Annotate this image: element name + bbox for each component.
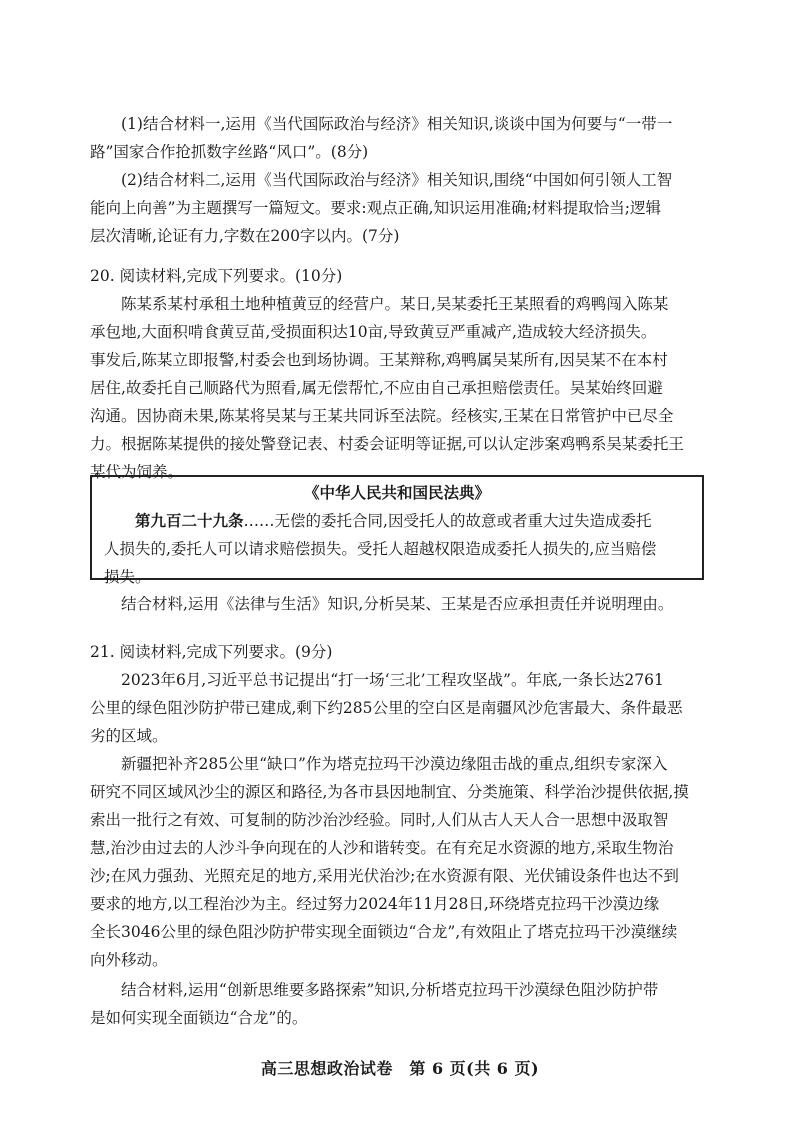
text-line: 沙;在风力强劲、光照充足的地方,采用光伏治沙;在水资源有限、光伏铺设条件也达不到 (90, 867, 679, 885)
text-line: 新疆把补齐285公里“缺口”作为塔克拉玛干沙漠边缘阻击战的重点,组织专家深入 (121, 755, 668, 773)
task-line: 结合材料,运用《法律与生活》知识,分析吴某、王某是否应承担责任并说明理由。 (121, 595, 674, 613)
text-line: 全长3046公里的绿色阻沙防护带实现全面锁边“合龙”,有效阻止了塔克拉玛干沙漠继续 (90, 923, 678, 941)
text-line: 事发后,陈某立即报警,村委会也到场协调。王某辩称,鸡鸭属吴某所有,因吴某不在本村 (90, 351, 668, 369)
text-line: 索出一批行之有效、可复制的防沙治沙经验。同时,人们从古人天人合一思想中汲取智 (90, 811, 669, 829)
text-line: 沟通。因协商未果,陈某将吴某与王某共同诉至法院。经核实,王某在日常管护中已尽全 (90, 407, 674, 425)
text-line: 要求的地方,以工程治沙为主。经过努力2024年11月28日,环绕塔克拉玛干沙漠边缘 (90, 895, 660, 913)
law-title: 《中华人民共和国民法典》 (303, 483, 490, 502)
text-line: 向外移动。 (90, 951, 168, 969)
text-line: 承包地,大面积啃食黄豆苗,受损面积达10亩,导致黄豆严重减产,造成较大经济损失。 (90, 323, 657, 341)
q21-para2 (90, 750, 718, 974)
q21-para1 (90, 666, 718, 750)
text-line: 2023年6月,习近平总书记提出“打一场‘三北’工程攻坚战”。年底,一条长达2761 (121, 671, 664, 689)
text-line: 层次清晰,论证有力,字数在200字以内。(7分) (90, 227, 400, 245)
law-text-line: 损失。 (104, 568, 151, 586)
text-line: 慧,治沙由过去的人沙斗争向现在的人沙和谐转变。在有充足水资源的地方,采取生物治 (90, 839, 674, 857)
text-line: 居住,故委托自己顺路代为照看,属无偿帮忙,不应由自己承担赔偿责任。吴某始终回避 (90, 379, 663, 397)
text-line: 劣的区域。 (90, 727, 168, 745)
text-line: 公里的绿色阻沙防护带已建成,剩下约285公里的空白区是南疆风沙危害最大、条件最恶 (90, 699, 683, 717)
question-heading: 21. 阅读材料,完成下列要求。(9分) (90, 643, 333, 661)
text-line: 能向上向善”为主题撰写一篇短文。要求:观点正确,知识运用准确;材料提取恰当;逻辑 (90, 199, 662, 217)
law-text-line: 人损失的,委托人可以请求赔偿损失。受托人超越权限造成委托人损失的,应当赔偿 (104, 540, 657, 558)
task-line: 是如何实现全面锁边“合龙”的。 (90, 1009, 308, 1027)
task-line: 结合材料,运用“创新思维要多路探索”知识,分析塔克拉玛干沙漠绿色阻沙防护带 (121, 981, 659, 999)
text-line: 力。根据陈某提供的接处警登记表、村委会证明等证据,可以认定涉案鸡鸭系吴某委托王 (90, 435, 684, 453)
text-line: 研究不同区域风沙尘的源区和路径,为各市县因地制宜、分类施策、科学治沙提供依据,摸 (90, 783, 689, 801)
text-line: 某代为饲养。 (90, 463, 184, 481)
q21-heading (90, 638, 718, 666)
law-text: ……无偿的委托合同,因受托人的故意或者重大过失造成委托 (243, 512, 652, 530)
q20-task (90, 590, 718, 618)
civil-code-box (90, 475, 704, 586)
text-line: 路”国家合作抢抓数字丝路“风口”。(8分) (90, 143, 369, 161)
q19-part2 (90, 166, 718, 250)
q20-heading (90, 262, 718, 290)
text-line: (2)结合材料二,运用《当代国际政治与经济》相关知识,围绕“中国如何引领人工智 (121, 171, 673, 189)
q19-part1 (90, 110, 718, 166)
page-footer: 高三思想政治试卷 第 6 页(共 6 页) (260, 1059, 540, 1078)
law-article-number: 第九百二十九条 (135, 511, 244, 530)
q21-task (90, 976, 718, 1032)
question-heading: 20. 阅读材料,完成下列要求。(10分) (90, 267, 343, 285)
law-text-line (104, 507, 690, 535)
q20-material (90, 290, 718, 486)
text-line: (1)结合材料一,运用《当代国际政治与经济》相关知识,谈谈中国为何要与“一带一 (121, 115, 673, 133)
text-line: 陈某系某村承租土地种植黄豆的经营户。某日,吴某委托王某照看的鸡鸭闯入陈某 (121, 295, 669, 313)
